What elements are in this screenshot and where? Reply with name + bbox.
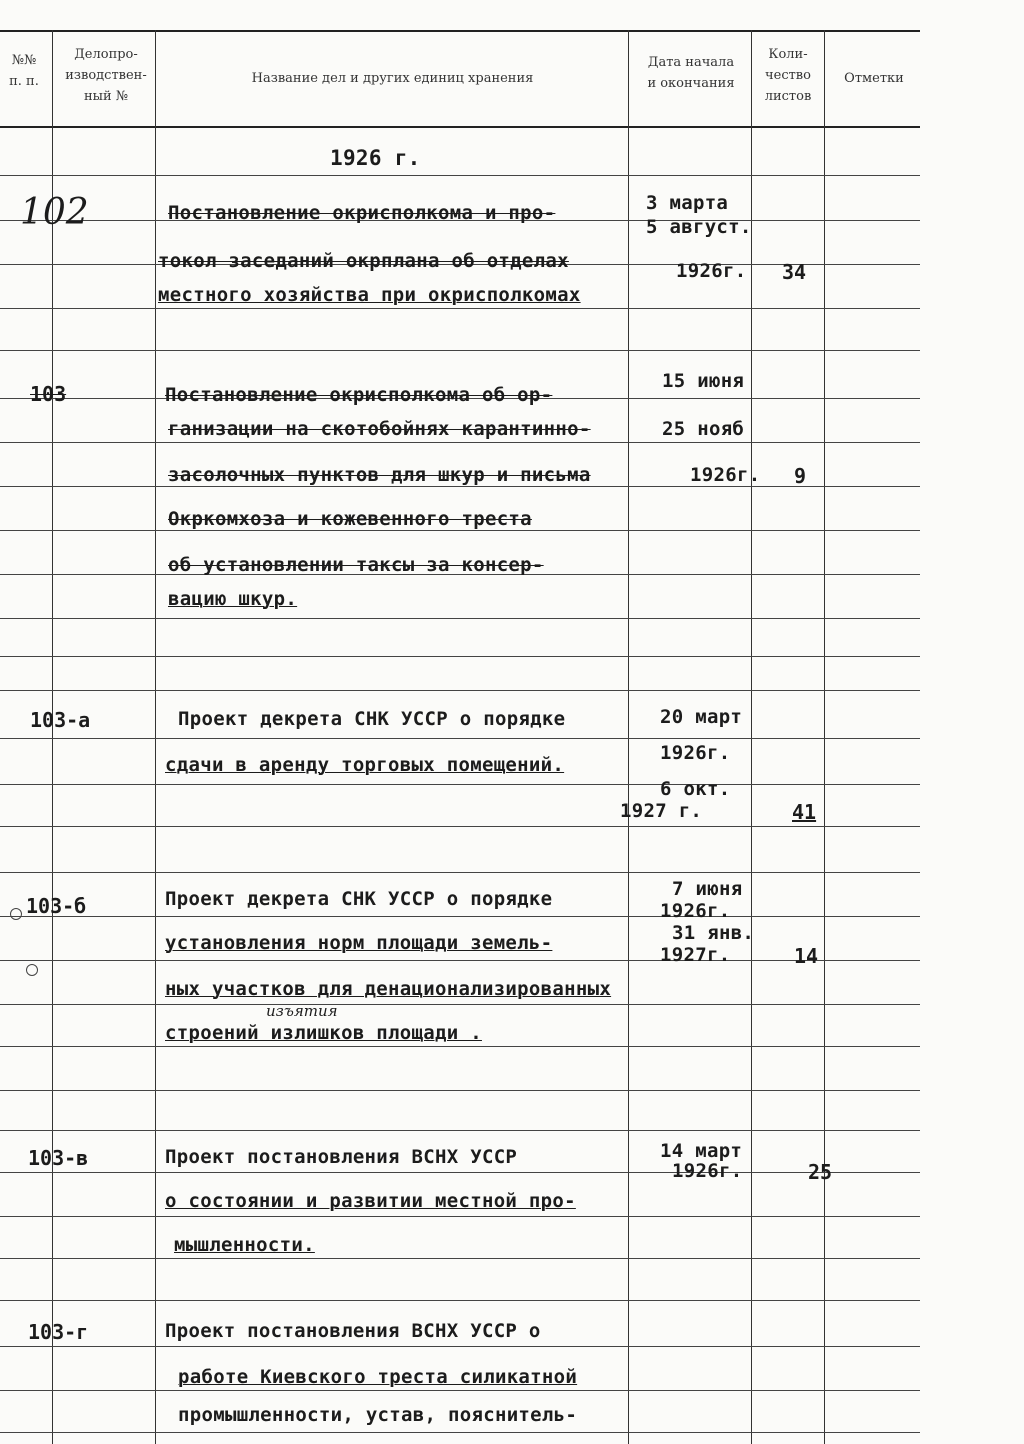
- column-divider-1: [52, 30, 53, 1444]
- entry-date: 1926г.: [690, 464, 761, 486]
- column-divider-4: [751, 30, 752, 1444]
- row-rule: [0, 1172, 920, 1173]
- row-rule: [0, 1390, 920, 1391]
- row-rule: [0, 1130, 920, 1131]
- entry-title-line: Проект декрета СНК УССР о порядке: [165, 888, 553, 910]
- entry-title-line: местного хозяйства при окрисполкомах: [158, 284, 581, 306]
- entry-title-line: Проект постановления ВСНХ УССР о: [165, 1320, 541, 1342]
- year-heading: 1926 г.: [330, 146, 421, 170]
- header-dates-line1: Дата начала: [647, 55, 735, 70]
- header-number-line1: №№: [11, 53, 37, 68]
- entry-number: 103-б: [26, 894, 87, 918]
- handwritten-insertion: изъятия: [266, 1002, 338, 1020]
- entry-sheets: 14: [794, 944, 819, 968]
- entry-date: 1926г.: [672, 1160, 743, 1182]
- column-divider-2: [155, 30, 156, 1444]
- header-number-line2: п. п.: [9, 74, 39, 89]
- punch-hole-mark: [10, 908, 22, 920]
- entry-title-line: ных участков для денационализированных: [165, 978, 612, 1000]
- header-sheets-line1: Коли-: [768, 47, 808, 62]
- entry-sheets: 41: [792, 800, 817, 824]
- row-rule: [0, 960, 920, 961]
- row-rule: [0, 1216, 920, 1217]
- header-dates-line2: и окончания: [647, 76, 735, 91]
- entry-title-line: засолочных пунктов для шкур и письма: [168, 464, 591, 486]
- column-divider-5: [824, 30, 825, 1444]
- entry-number: 102: [20, 192, 89, 233]
- entry-number: 103-а: [30, 708, 91, 732]
- row-rule: [0, 1004, 920, 1005]
- header-top-rule: [0, 30, 920, 32]
- row-rule: [0, 1346, 920, 1347]
- entry-title-line: мышленности.: [174, 1234, 315, 1256]
- row-rule: [0, 784, 920, 785]
- row-rule: [0, 738, 920, 739]
- entry-date: 31 янв.: [672, 922, 755, 944]
- header-sheets-line3: листов: [764, 89, 812, 104]
- row-rule: [0, 486, 920, 487]
- entry-title-line: сдачи в аренду торговых помещений.: [165, 754, 565, 776]
- entry-sheets: 25: [808, 1160, 833, 1184]
- column-divider-3: [628, 30, 629, 1444]
- entry-number: 103-г: [28, 1320, 89, 1344]
- entry-date: 1927 г.: [620, 800, 703, 822]
- entry-date: 7 июня: [672, 878, 743, 900]
- row-rule: [0, 350, 920, 351]
- entry-date: 6 окт.: [660, 778, 731, 800]
- entry-title-line: вацию шкур.: [168, 588, 298, 610]
- header-case-line3: ный №: [83, 89, 129, 104]
- entry-title-line: Постановление окрисполкома и про-: [168, 202, 556, 224]
- row-rule: [0, 618, 920, 619]
- entry-date: 14 март: [660, 1140, 743, 1162]
- header-case-number-col: [56, 44, 156, 107]
- row-rule: [0, 1300, 920, 1301]
- row-rule: [0, 1258, 920, 1259]
- entry-date: 1926г.: [660, 742, 731, 764]
- header-bottom-rule: [0, 126, 920, 128]
- row-rule: [0, 1432, 920, 1433]
- entry-date: 20 март: [660, 706, 743, 728]
- row-rule: [0, 916, 920, 917]
- entry-date: 3 марта: [646, 192, 729, 214]
- entry-date: 1926г.: [660, 900, 731, 922]
- header-dates-col: [632, 52, 750, 94]
- row-rule: [0, 656, 920, 657]
- entry-date: 1926г.: [676, 260, 747, 282]
- entry-title-line: строений излишков площади .: [165, 1022, 482, 1044]
- entry-date: 25 нояб: [662, 418, 745, 440]
- row-rule: [0, 690, 920, 691]
- entry-title-line: Проект декрета СНК УССР о порядке: [178, 708, 566, 730]
- row-rule: [0, 826, 920, 827]
- entry-title-line: установления норм площади земель-: [165, 932, 553, 954]
- header-case-line2: изводствен-: [65, 68, 147, 83]
- entry-date: 15 июня: [662, 370, 745, 392]
- header-case-line1: Делопро-: [74, 47, 138, 62]
- entry-title-line: токол заседаний окрплана об отделах: [158, 250, 569, 272]
- header-notes-col: Отметки: [844, 71, 904, 86]
- entry-date: 1927г.: [660, 944, 731, 966]
- entry-number: 103: [30, 382, 67, 406]
- row-rule: [0, 530, 920, 531]
- row-rule: [0, 308, 920, 309]
- row-rule: [0, 1090, 920, 1091]
- entry-title-line: Окркомхоза и кожевенного треста: [168, 508, 532, 530]
- entry-sheets: 9: [794, 464, 807, 488]
- header-sheets-col: [752, 44, 824, 107]
- entry-date: 5 август.: [646, 216, 752, 238]
- entry-number: 103-в: [28, 1146, 89, 1170]
- header-number-col: [0, 50, 48, 92]
- entry-title-line: о состоянии и развитии местной про-: [165, 1190, 576, 1212]
- entry-title-line: об установлении таксы за консер-: [168, 554, 544, 576]
- entry-sheets: 34: [782, 260, 807, 284]
- row-rule: [0, 1046, 920, 1047]
- row-rule: [0, 175, 920, 176]
- row-rule: [0, 872, 920, 873]
- header-sheets-line2: чество: [765, 68, 811, 83]
- punch-hole-mark: [26, 964, 38, 976]
- entry-title-line: промышленности, устав, пояснитель-: [178, 1404, 578, 1426]
- header-title-col: Название дел и других единиц хранения: [251, 71, 534, 86]
- entry-title-line: Проект постановления ВСНХ УССР: [165, 1146, 518, 1168]
- entry-title-line: Постановление окрисполкома об ор-: [165, 384, 553, 406]
- entry-title-line: ганизации на скотобойнях карантинно-: [168, 418, 591, 440]
- entry-title-line: работе Киевского треста силикатной: [178, 1366, 578, 1388]
- row-rule: [0, 442, 920, 443]
